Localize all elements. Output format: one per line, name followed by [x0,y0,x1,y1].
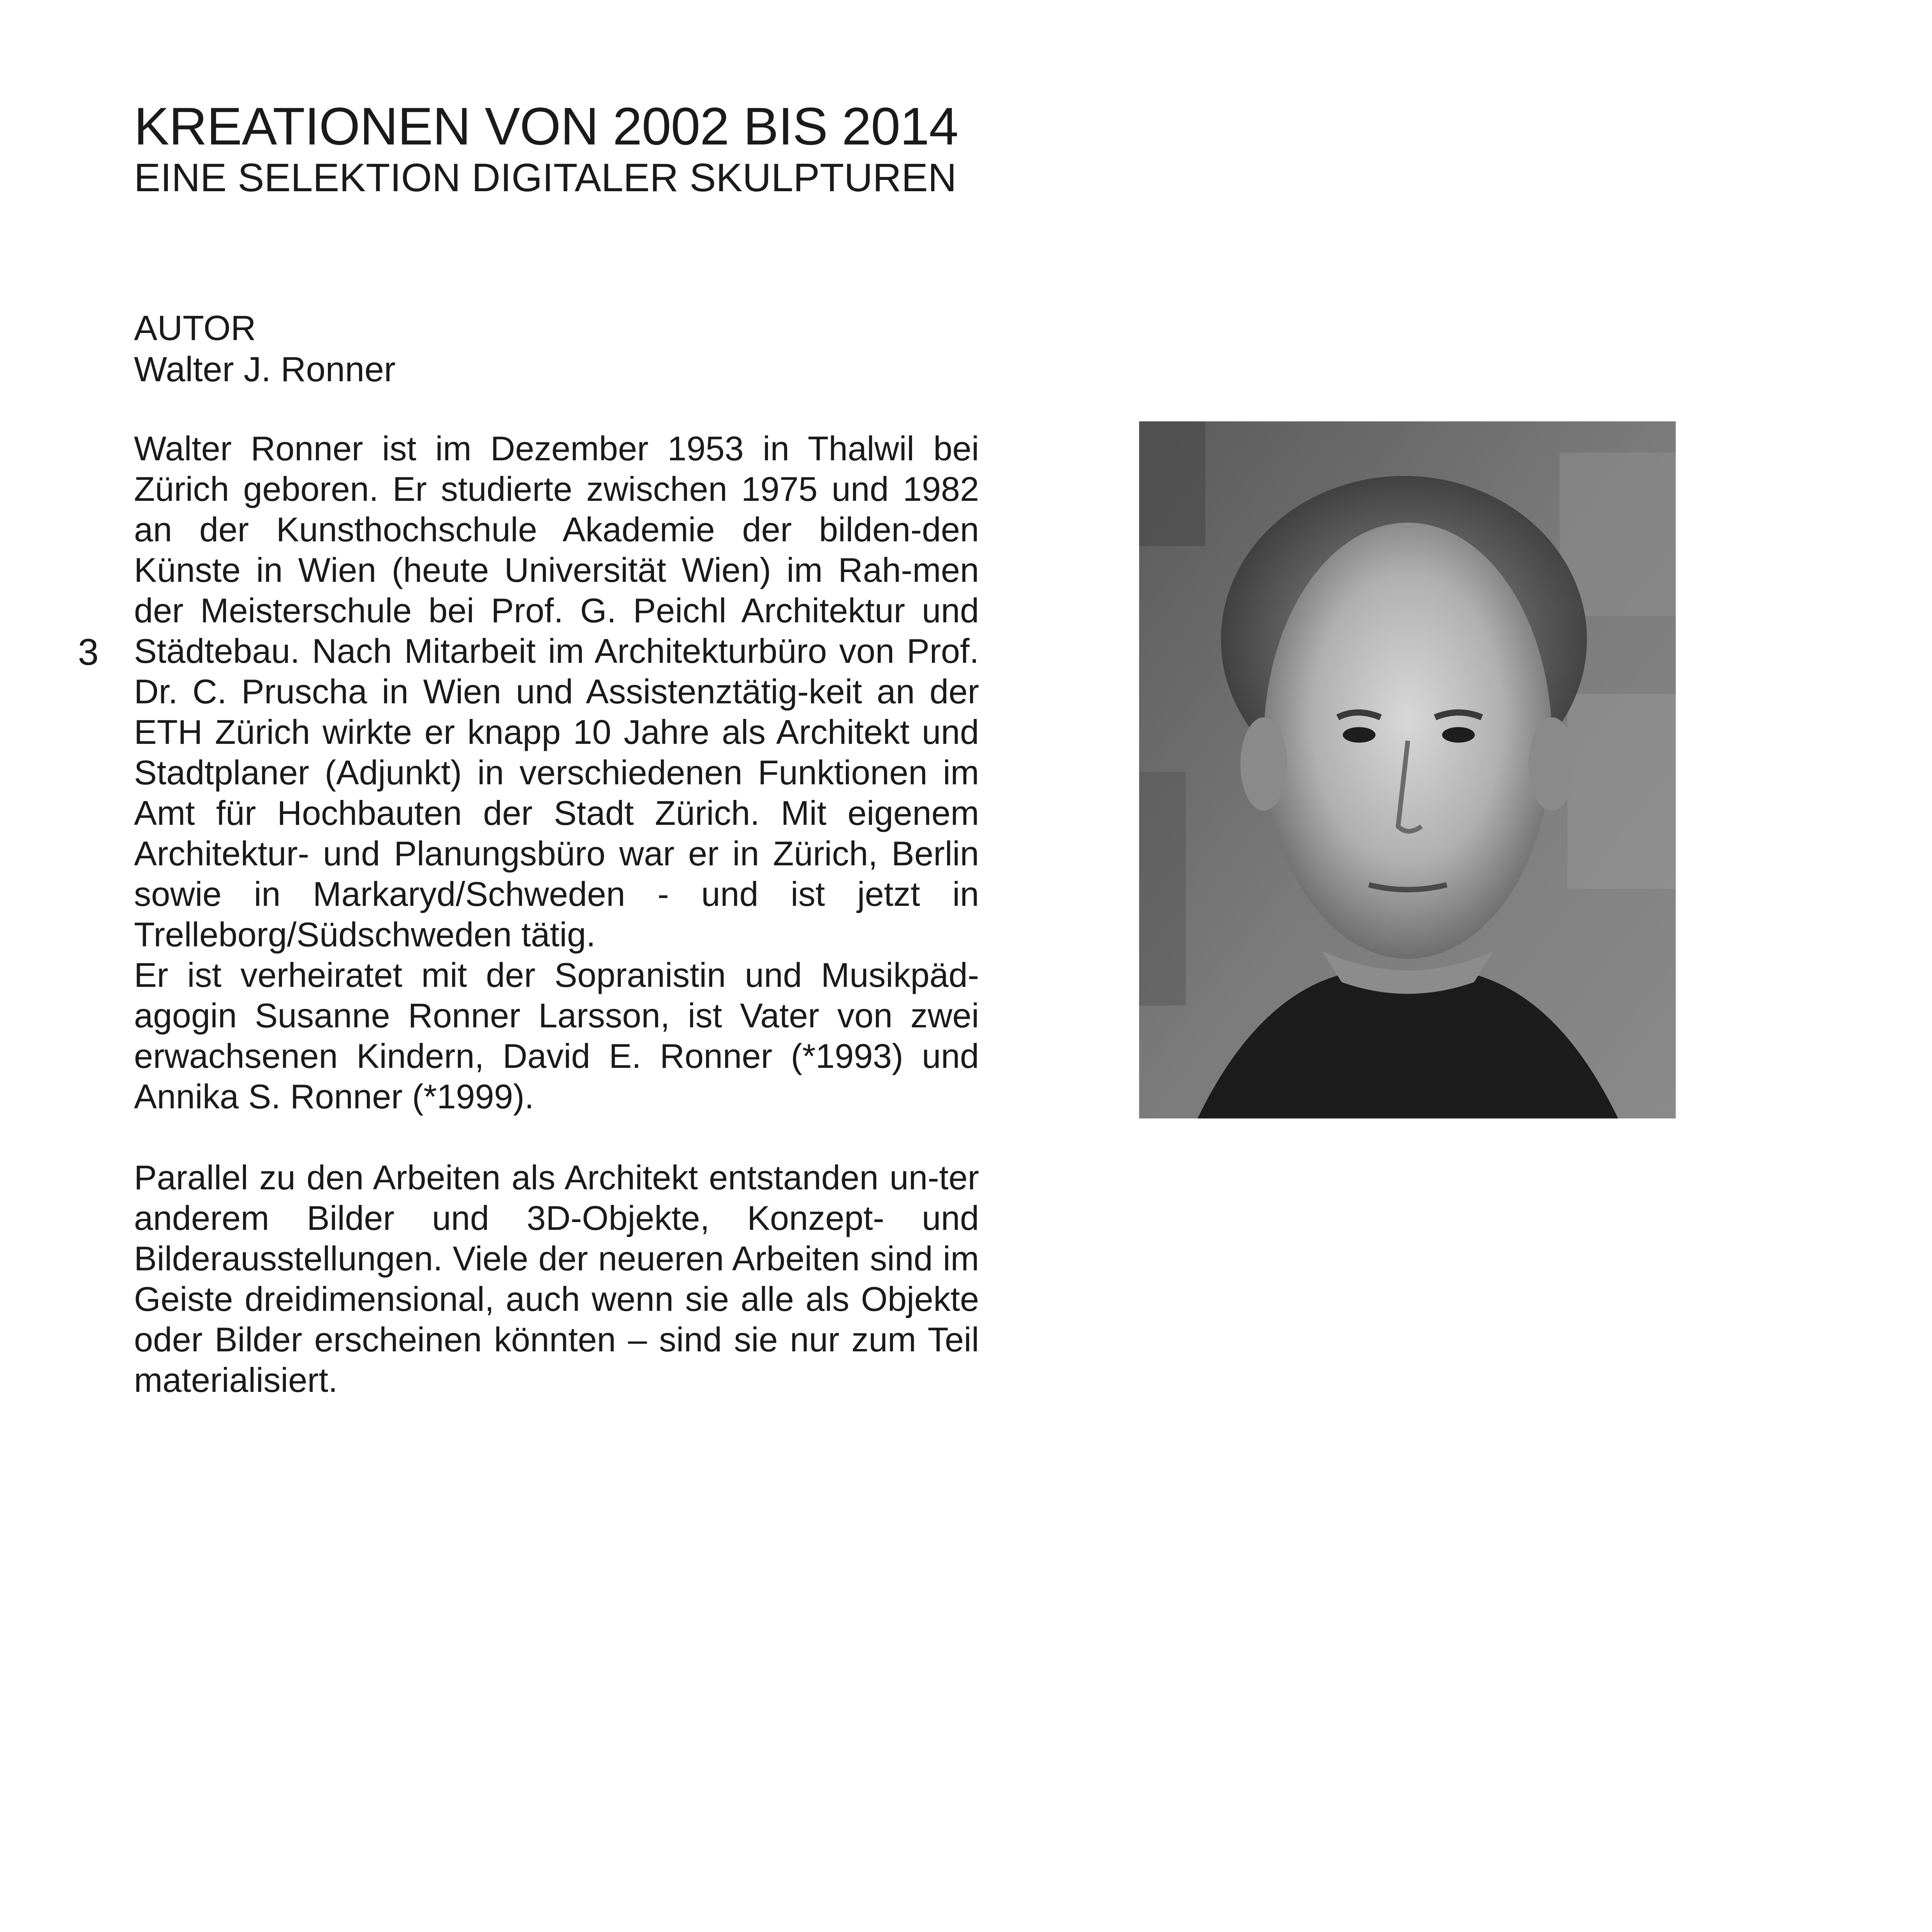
page-number: 3 [78,631,99,673]
author-block [134,308,396,390]
bio-paragraph-2: Er ist verheiratet mit der Sopranistin und Musikpäd-agogin Susanne Ronner Larsson, ist Vater von zwei erwachsenen Kindern, David E. Ronner (*1993) und Annika S. Ronner (*1999). [134,956,979,1116]
bio-paragraph-1: Walter Ronner ist im Dezember 1953 in Thalwil bei Zürich geboren. Er studierte zwischen 1975 und 1982 an der Kunsthochschule Akademie der bilden-den Künste in Wien (heute Universität Wien) im Rah-men der Meisterschule bei Prof. G. Peichl Architektur und Städtebau. Nach Mitarbeit im Architekturbüro von Prof. Dr. C. Pruscha in Wien und Assistenztätig-keit an der ETH Zürich wirkte er knapp 10 Jahre als Architekt und Stadtplaner (Adjunkt) in verschiedenen Funktionen im Amt für Hochbauten der Stadt Zürich. Mit eigenem Architektur- und Planungsbüro war er in Zürich, Berlin sowie in Markaryd/Schweden - und ist jetzt in Trelleborg/Südschweden tätig. [134,429,979,954]
portrait-photo-icon [1139,421,1676,1118]
biography-text [134,428,979,1400]
page-subtitle: EINE SELEKTION DIGITALER SKULPTUREN [134,155,957,200]
page-title: KREATIONEN VON 2002 BIS 2014 [134,97,958,156]
author-name: Walter J. Ronner [134,350,396,389]
bio-paragraph-3: Parallel zu den Arbeiten als Architekt entstanden un-ter anderem Bilder und 3D-Objekte, Konzept- und Bilderausstellungen. Viele der neueren Arbeiten sind im Geiste dreidimensional, auch wenn sie alle als Objekte oder Bilder erscheinen könnten – sind sie nur zum Teil materialisiert. [134,1158,979,1399]
author-label: AUTOR [134,309,256,348]
author-portrait [1139,421,1676,1118]
